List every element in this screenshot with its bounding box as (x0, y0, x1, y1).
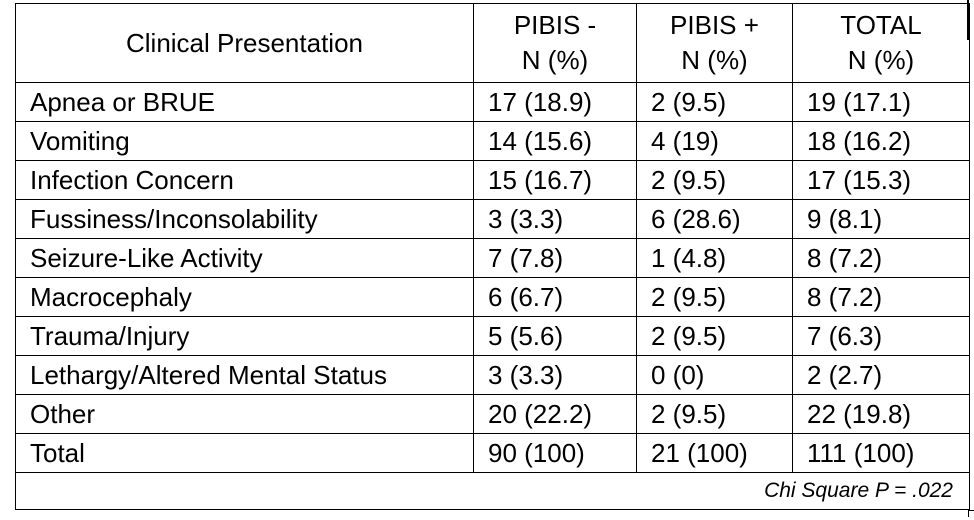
table-row (16, 200, 970, 239)
cell-pibis-negative: 15 (16.7) (474, 161, 637, 200)
cell-pibis-positive: 2 (9.5) (637, 83, 793, 122)
table-row (16, 239, 970, 278)
table-row (16, 83, 970, 122)
cell-presentation: Vomiting (16, 122, 474, 161)
table-row (16, 317, 970, 356)
cell-presentation: Macrocephaly (16, 278, 474, 317)
cell-presentation: Seizure-Like Activity (16, 239, 474, 278)
cell-pibis-negative: 90 (100) (474, 434, 637, 473)
cell-total: 22 (19.8) (793, 395, 970, 434)
cell-pibis-positive: 0 (0) (637, 356, 793, 395)
cell-presentation: Trauma/Injury (16, 317, 474, 356)
cell-total: 19 (17.1) (793, 83, 970, 122)
cell-pibis-positive: 21 (100) (637, 434, 793, 473)
header-row (16, 4, 970, 83)
cell-pibis-negative: 3 (3.3) (474, 356, 637, 395)
cell-pibis-negative: 7 (7.8) (474, 239, 637, 278)
cell-total: 8 (7.2) (793, 278, 970, 317)
header-label-line: Clinical Presentation (125, 27, 363, 58)
cell-total: 17 (15.3) (793, 161, 970, 200)
table-row (16, 395, 970, 434)
cell-pibis-negative: 14 (15.6) (474, 122, 637, 161)
cell-pibis-negative: 6 (6.7) (474, 278, 637, 317)
cell-total: 7 (6.3) (793, 317, 970, 356)
cell-total: 111 (100) (793, 434, 970, 473)
cell-presentation: Apnea or BRUE (16, 83, 474, 122)
table-row (16, 161, 970, 200)
table-row (16, 278, 970, 317)
header-pibis-negative (474, 4, 637, 83)
cell-total: 9 (8.1) (793, 200, 970, 239)
cell-presentation: Infection Concern (16, 161, 474, 200)
footnote-row (16, 473, 970, 510)
table-body (16, 83, 970, 473)
cell-total: 2 (2.7) (793, 356, 970, 395)
header-unit-line: N (%) (681, 45, 748, 75)
header-label-line: PIBIS - (513, 10, 597, 40)
cell-pibis-positive: 4 (19) (637, 122, 793, 161)
header-clinical-presentation (16, 4, 474, 83)
chi-square-footnote: Chi Square P = .022 (16, 473, 970, 510)
corner-mark (968, 510, 974, 517)
cell-pibis-positive: 2 (9.5) (637, 278, 793, 317)
header-pibis-positive (637, 4, 793, 83)
cell-presentation: Total (16, 434, 474, 473)
cell-presentation: Fussiness/Inconsolability (16, 200, 474, 239)
clinical-presentation-table (15, 3, 970, 510)
table-row (16, 122, 970, 161)
cell-presentation: Lethargy/Altered Mental Status (16, 356, 474, 395)
cell-pibis-negative: 5 (5.6) (474, 317, 637, 356)
cell-pibis-negative: 17 (18.9) (474, 83, 637, 122)
header-unit-line: N (%) (847, 45, 915, 75)
header-label-line: TOTAL (840, 10, 922, 40)
cell-pibis-positive: 2 (9.5) (637, 317, 793, 356)
cell-pibis-negative: 20 (22.2) (474, 395, 637, 434)
cell-total: 8 (7.2) (793, 239, 970, 278)
table-row (16, 356, 970, 395)
cell-pibis-positive: 6 (28.6) (637, 200, 793, 239)
cell-pibis-positive: 2 (9.5) (637, 395, 793, 434)
cell-presentation: Other (16, 395, 474, 434)
cell-pibis-negative: 3 (3.3) (474, 200, 637, 239)
header-label-line: PIBIS + (670, 10, 759, 40)
page-edge-mark (967, 0, 969, 40)
header-total (793, 4, 970, 83)
cell-pibis-positive: 1 (4.8) (637, 239, 793, 278)
table-row (16, 434, 970, 473)
header-unit-line: N (%) (521, 45, 589, 75)
cell-pibis-positive: 2 (9.5) (637, 161, 793, 200)
cell-total: 18 (16.2) (793, 122, 970, 161)
